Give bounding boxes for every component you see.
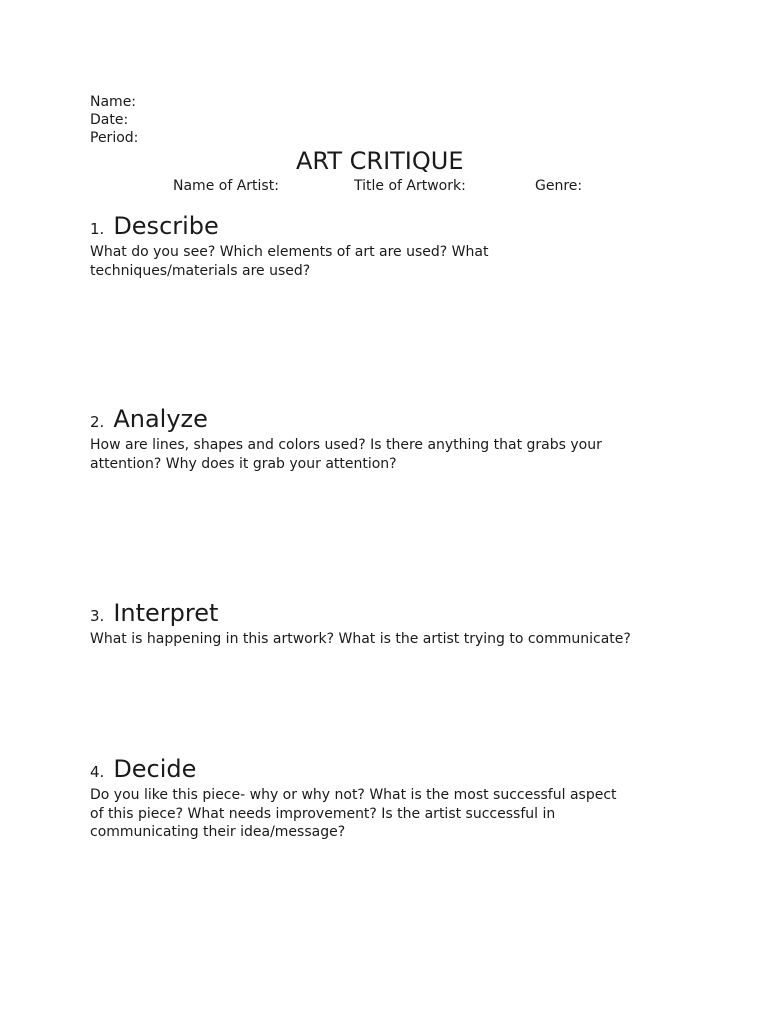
- section-number: 4.: [90, 763, 105, 781]
- genre-label: Genre:: [535, 178, 583, 194]
- prompt-line: What do you see? Which elements of art are used? What: [90, 244, 489, 260]
- page-title: ART CRITIQUE: [296, 147, 464, 175]
- prompt-line: What is happening in this artwork? What is the artist trying to communicate?: [90, 631, 631, 647]
- name-label: Name:: [90, 94, 137, 110]
- section-title: Analyze: [113, 405, 208, 433]
- section-decide-heading: [90, 755, 196, 783]
- section-decide-prompt: [90, 786, 690, 842]
- artist-name-label: Name of Artist:: [173, 178, 279, 194]
- section-title: Describe: [113, 212, 219, 240]
- prompt-line: of this piece? What needs improvement? Is the artist successful in: [90, 805, 556, 822]
- period-label: Period:: [90, 130, 139, 146]
- section-describe-prompt: [90, 243, 690, 280]
- section-describe-heading: [90, 212, 219, 240]
- prompt-line: Do you like this piece- why or why not? What is the most successful aspect: [90, 787, 617, 803]
- prompt-line: attention? Why does it grab your attention?: [90, 455, 397, 472]
- section-analyze-heading: [90, 405, 208, 433]
- date-label: Date:: [90, 112, 129, 128]
- section-interpret-heading: [90, 599, 218, 627]
- prompt-line: techniques/materials are used?: [90, 262, 311, 279]
- section-analyze-prompt: [90, 436, 690, 473]
- section-number: 1.: [90, 220, 105, 238]
- section-title: Interpret: [113, 599, 219, 627]
- prompt-line: communicating their idea/message?: [90, 824, 346, 840]
- section-title: Decide: [113, 755, 197, 783]
- artwork-title-label: Title of Artwork:: [354, 178, 466, 194]
- section-number: 3.: [90, 607, 105, 625]
- section-number: 2.: [90, 413, 105, 431]
- prompt-line: How are lines, shapes and colors used? Is there anything that grabs your: [90, 437, 602, 453]
- section-interpret-prompt: [90, 630, 690, 649]
